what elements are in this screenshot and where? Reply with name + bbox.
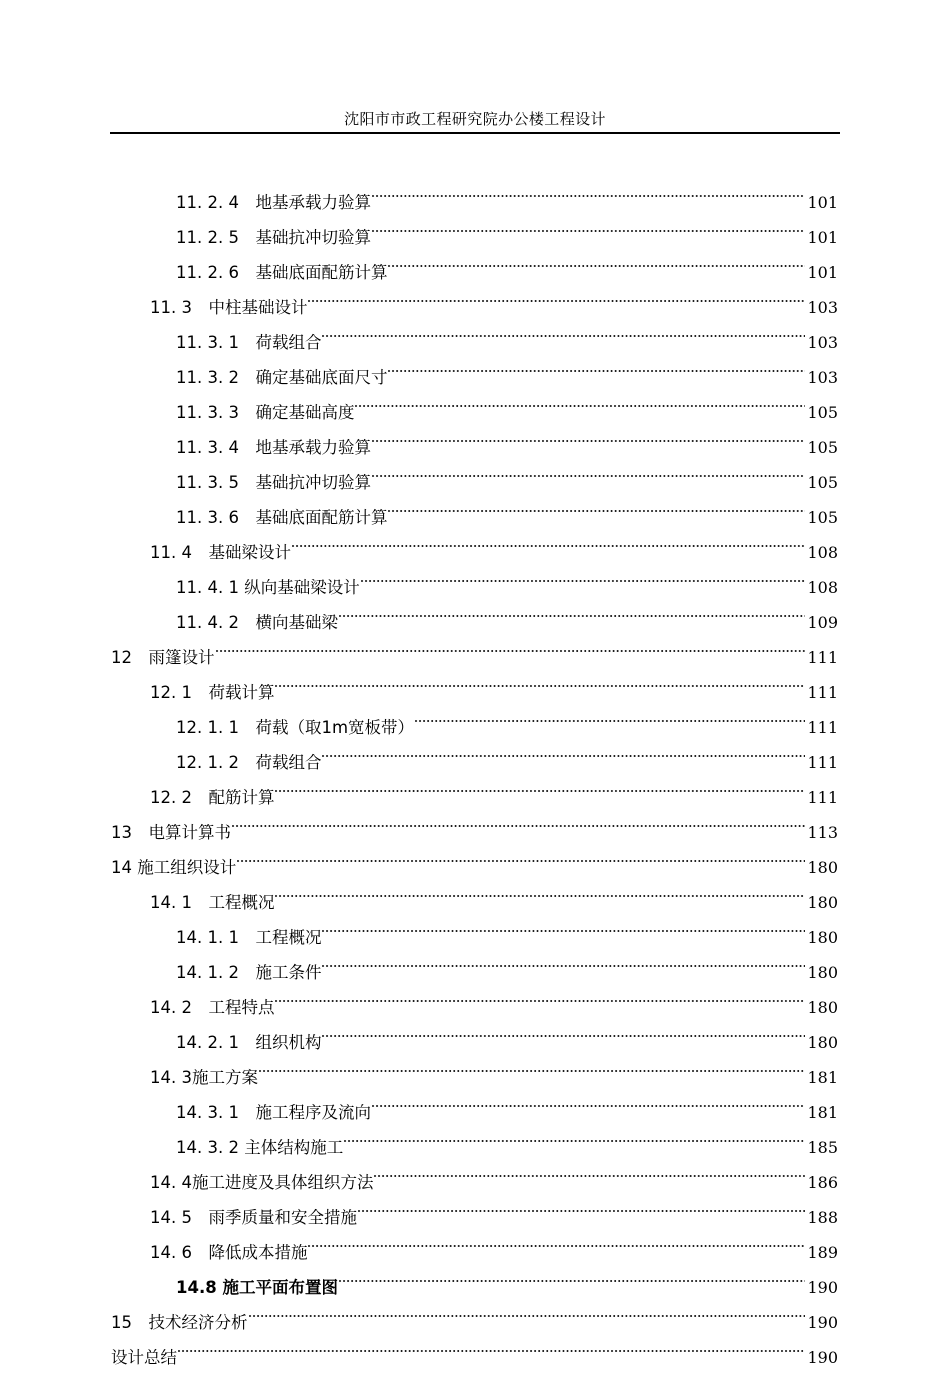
toc-entry-page-number: 103: [807, 333, 838, 352]
toc-entry-label: 11. 4. 2 横向基础梁: [176, 613, 338, 632]
toc-entry-label: 11. 2. 4 地基承载力验算: [176, 193, 371, 212]
toc-dot-leader: [232, 803, 805, 838]
toc-entry-label: 14. 3施工方案: [150, 1068, 258, 1087]
toc-entry-label: 设计总结: [111, 1348, 177, 1367]
toc-entry-page-number: 101: [807, 193, 838, 212]
toc-entry-label: 12. 2 配筋计算: [150, 788, 275, 807]
toc-entry-label: 12. 1 荷载计算: [150, 683, 275, 702]
toc-entry-page-number: 189: [807, 1243, 838, 1262]
toc-entry-page-number: 190: [807, 1278, 838, 1297]
toc-entry-label: 14. 2. 1 组织机构: [176, 1033, 322, 1052]
toc-entry-page-number: 188: [807, 1208, 838, 1227]
toc-entry-page-number: 190: [807, 1313, 838, 1332]
toc-entry-page-number: 113: [807, 823, 838, 842]
toc-entry-label: 11. 4 基础梁设计: [150, 543, 291, 562]
toc-entry-label: 14. 3. 2 主体结构施工: [176, 1138, 344, 1157]
toc-entry-label: 11. 4. 1 纵向基础梁设计: [176, 578, 360, 597]
toc-dot-leader: [339, 1258, 805, 1293]
toc-dot-leader: [344, 1118, 805, 1153]
toc-dot-leader: [372, 173, 805, 208]
toc-dot-leader: [322, 313, 805, 348]
toc-dot-leader: [322, 908, 805, 943]
toc-dot-leader: [388, 243, 805, 278]
toc-dot-leader: [178, 1328, 805, 1363]
toc-dot-leader: [322, 943, 805, 978]
toc-entry-label: 11. 3. 3 确定基础高度: [176, 403, 355, 422]
toc-dot-leader: [372, 1083, 805, 1118]
toc-entry-label: 11. 2. 5 基础抗冲切验算: [176, 228, 371, 247]
toc-entry-label: 14. 3. 1 施工程序及流向: [176, 1103, 371, 1122]
toc-dot-leader: [216, 628, 806, 663]
toc-entry-label: 12. 1. 2 荷载组合: [176, 753, 322, 772]
toc-dot-leader: [237, 838, 805, 873]
toc-dot-leader: [322, 733, 805, 768]
toc-entry-page-number: 105: [807, 508, 838, 527]
toc-dot-leader: [275, 873, 805, 908]
header-title: 沈阳市市政工程研究院办公楼工程设计: [344, 110, 606, 128]
toc-entry-label: 14. 2 工程特点: [150, 998, 275, 1017]
table-of-contents: [0, 173, 950, 1367]
toc-entry-label: 11. 3. 2 确定基础底面尺寸: [176, 368, 388, 387]
toc-entry-page-number: 108: [807, 543, 838, 562]
toc-entry-label: 11. 3. 1 荷载组合: [176, 333, 322, 352]
toc-dot-leader: [308, 278, 805, 313]
toc-entry-page-number: 103: [807, 298, 838, 317]
toc-dot-leader: [372, 418, 805, 453]
toc-dot-leader: [308, 1223, 805, 1258]
toc-entry-label: 14. 4施工进度及具体组织方法: [150, 1173, 374, 1192]
toc-entry-page-number: 190: [807, 1348, 838, 1367]
toc-entry-label: 13 电算计算书: [111, 823, 231, 842]
toc-entry[interactable]: [0, 173, 950, 212]
toc-dot-leader: [358, 1188, 805, 1223]
toc-dot-leader: [374, 1153, 805, 1188]
running-header: [110, 108, 840, 134]
toc-dot-leader: [275, 978, 805, 1013]
toc-dot-leader: [372, 208, 805, 243]
toc-entry-page-number: 181: [807, 1103, 838, 1122]
toc-entry-page-number: 105: [807, 473, 838, 492]
toc-entry-page-number: 111: [807, 718, 838, 737]
toc-entry-page-number: 180: [807, 1033, 838, 1052]
toc-dot-leader: [322, 1013, 805, 1048]
toc-dot-leader: [415, 698, 805, 733]
toc-entry-page-number: 180: [807, 928, 838, 947]
toc-entry-label: 14 施工组织设计: [111, 858, 237, 877]
toc-entry-label: 15 技术经济分析: [111, 1313, 248, 1332]
toc-entry-page-number: 180: [807, 893, 838, 912]
toc-entry-page-number: 181: [807, 1068, 838, 1087]
toc-entry-page-number: 108: [807, 578, 838, 597]
toc-entry-page-number: 111: [807, 683, 838, 702]
toc-entry-page-number: 101: [807, 228, 838, 247]
toc-entry-label: 14. 6 降低成本措施: [150, 1243, 308, 1262]
toc-entry-label: 14. 1. 2 施工条件: [176, 963, 322, 982]
toc-entry-label: 12 雨篷设计: [111, 648, 215, 667]
toc-entry-label: 11. 3 中柱基础设计: [150, 298, 308, 317]
toc-dot-leader: [249, 1293, 806, 1328]
toc-entry-page-number: 185: [807, 1138, 838, 1157]
toc-dot-leader: [388, 488, 805, 523]
toc-dot-leader: [361, 558, 805, 593]
toc-dot-leader: [372, 453, 805, 488]
toc-entry-page-number: 103: [807, 368, 838, 387]
toc-entry-page-number: 111: [807, 753, 838, 772]
toc-dot-leader: [355, 383, 805, 418]
toc-entry-page-number: 186: [807, 1173, 838, 1192]
toc-entry-label: 12. 1. 1 荷载（取1m宽板带）: [176, 718, 415, 737]
toc-entry-label: 11. 3. 4 地基承载力验算: [176, 438, 371, 457]
toc-entry-label: 14. 1. 1 工程概况: [176, 928, 322, 947]
toc-entry-page-number: 111: [807, 648, 838, 667]
toc-entry-page-number: 105: [807, 438, 838, 457]
toc-dot-leader: [275, 768, 805, 803]
toc-entry-label: 11. 3. 5 基础抗冲切验算: [176, 473, 371, 492]
toc-dot-leader: [275, 663, 805, 698]
toc-dot-leader: [259, 1048, 805, 1083]
toc-entry-label: 14.8 施工平面布置图: [176, 1278, 338, 1297]
toc-entry-page-number: 180: [807, 858, 838, 877]
header-rule: [110, 132, 840, 134]
toc-entry-page-number: 180: [807, 963, 838, 982]
toc-entry-page-number: 111: [807, 788, 838, 807]
toc-entry-page-number: 105: [807, 403, 838, 422]
toc-entry-label: 11. 3. 6 基础底面配筋计算: [176, 508, 388, 527]
toc-dot-leader: [339, 593, 805, 628]
toc-entry-page-number: 180: [807, 998, 838, 1017]
toc-entry-page-number: 109: [807, 613, 838, 632]
toc-entry-label: 14. 1 工程概况: [150, 893, 275, 912]
toc-entry-label: 11. 2. 6 基础底面配筋计算: [176, 263, 388, 282]
toc-dot-leader: [388, 348, 805, 383]
toc-entry-label: 14. 5 雨季质量和安全措施: [150, 1208, 357, 1227]
toc-entry-page-number: 101: [807, 263, 838, 282]
toc-dot-leader: [292, 523, 805, 558]
